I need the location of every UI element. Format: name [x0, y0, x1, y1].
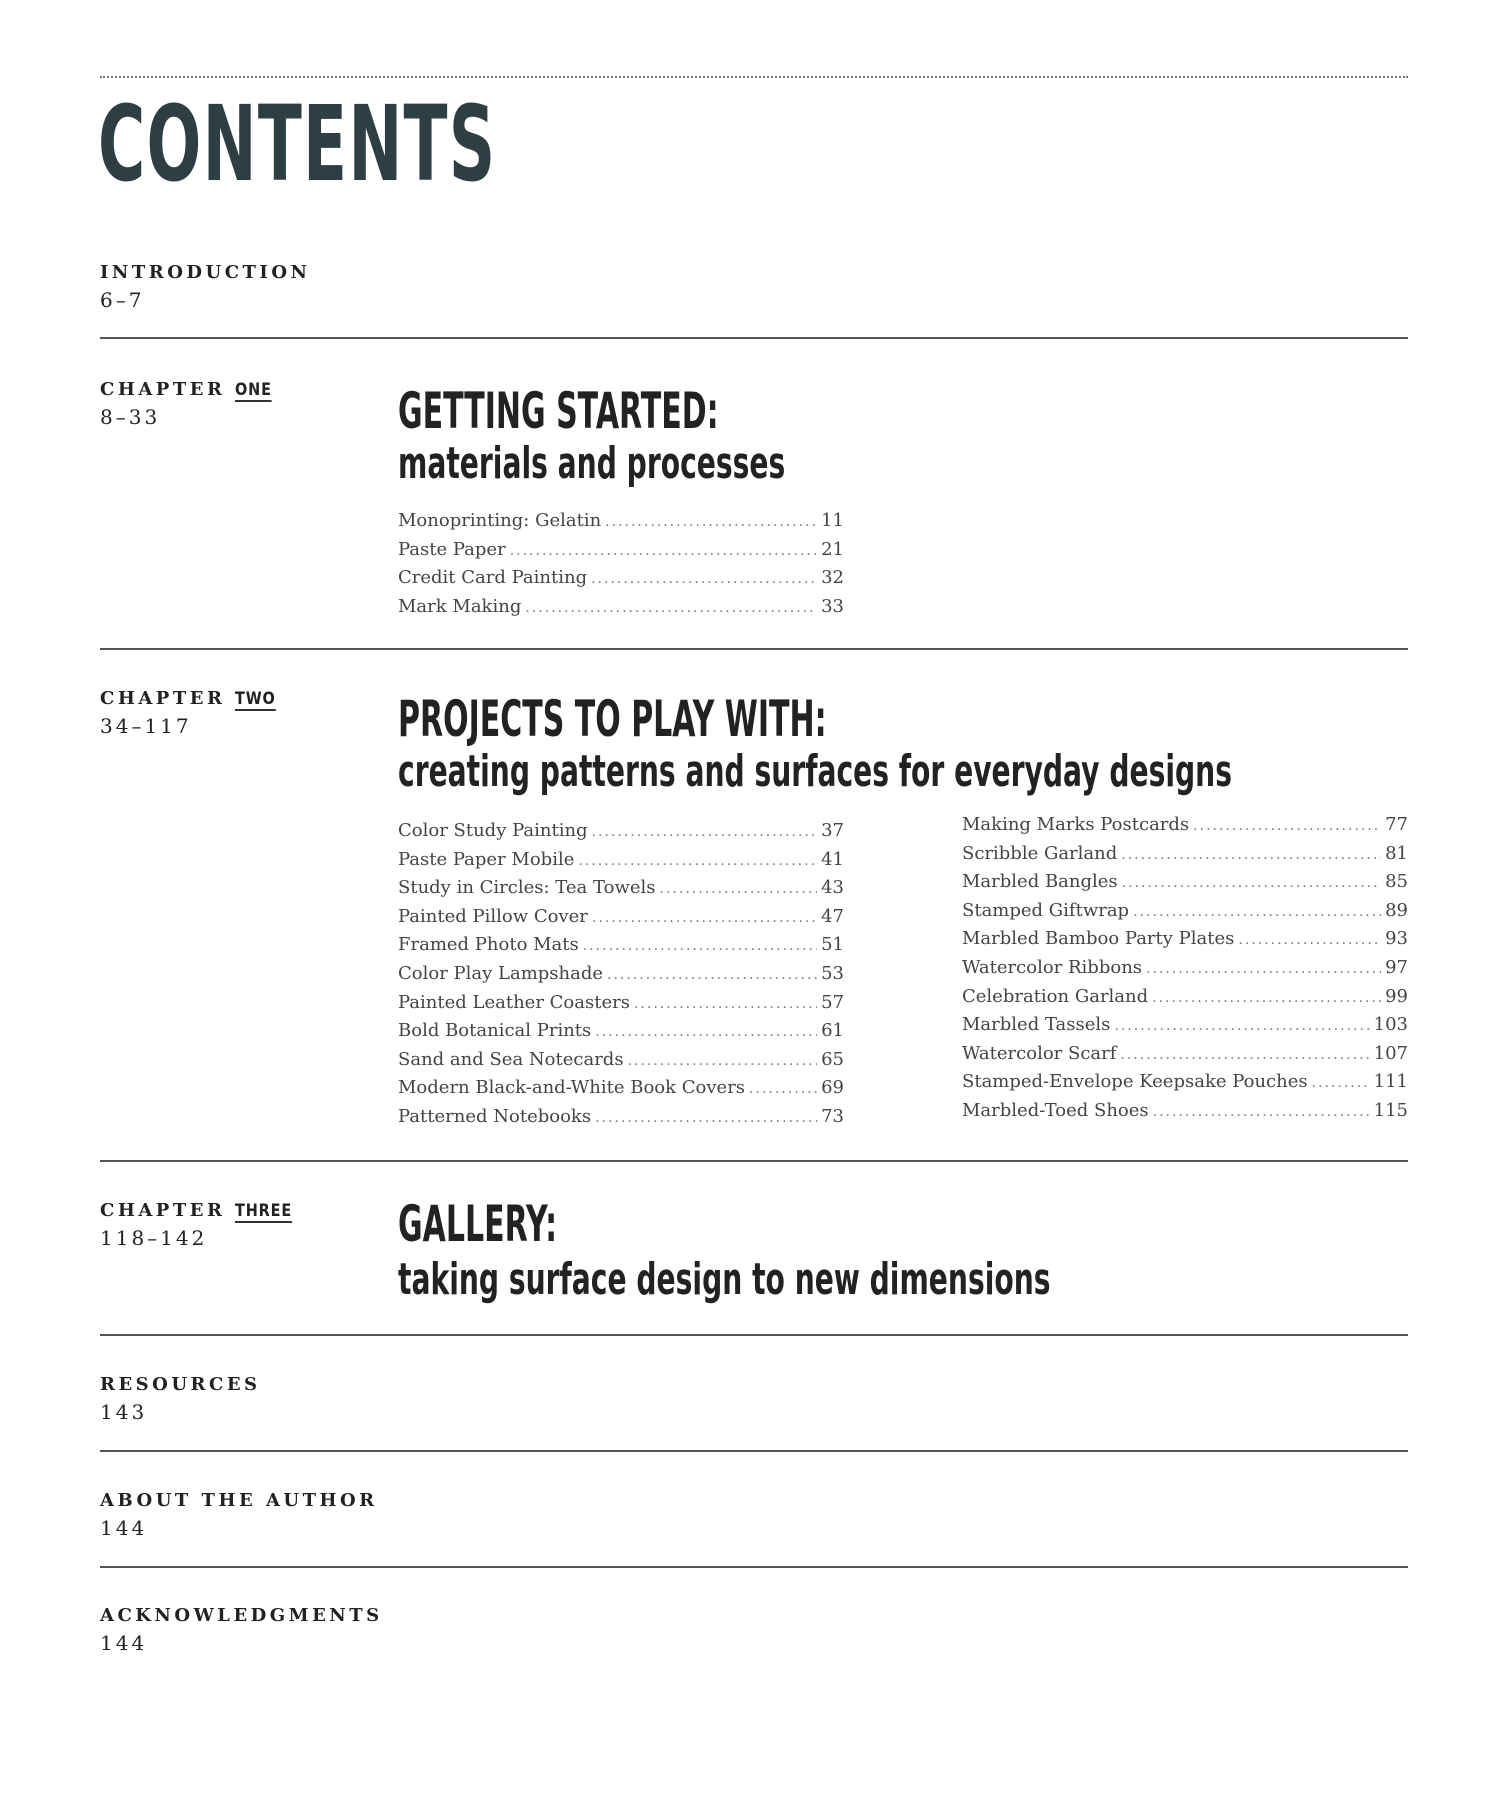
- toc-entry-title: Marbled Bamboo Party Plates: [962, 928, 1235, 950]
- chapter-two-entries-right: [962, 814, 1408, 1129]
- resources-pages: 143: [100, 1400, 148, 1424]
- toc-entry: [398, 820, 844, 849]
- toc-entry-page: 111: [1373, 1071, 1408, 1093]
- section-divider: [100, 1334, 1408, 1336]
- toc-entry: [398, 1077, 844, 1106]
- chapter-three-pages: 118–142: [100, 1226, 208, 1250]
- chapter-three-title: GALLERY:: [398, 1195, 558, 1253]
- toc-entry-page: 53: [821, 962, 844, 984]
- toc-entry-page: 81: [1385, 842, 1408, 864]
- chapter-two-label-prefix: CHAPTER: [100, 688, 226, 709]
- toc-entry-title: Painted Pillow Cover: [398, 905, 588, 927]
- toc-entry-title: Watercolor Ribbons: [962, 956, 1143, 978]
- toc-entry-page: 115: [1373, 1099, 1408, 1121]
- toc-entry: [398, 934, 844, 963]
- chapter-two-subtitle: creating patterns and surfaces for everyday designs: [398, 746, 1232, 797]
- toc-entry-title: Watercolor Scarf: [962, 1042, 1117, 1064]
- toc-entry-title: Bold Botanical Prints: [398, 1020, 592, 1042]
- section-divider: [100, 337, 1408, 339]
- toc-entry: [962, 871, 1408, 900]
- section-divider: [100, 1160, 1408, 1162]
- toc-entry: [398, 877, 844, 906]
- toc-entry: [962, 1100, 1408, 1129]
- toc-entry-page: 47: [821, 905, 844, 927]
- chapter-two-label-number: TWO: [235, 689, 276, 709]
- dot-leader: [1153, 1104, 1370, 1120]
- toc-entry-page: 69: [821, 1077, 844, 1099]
- dot-leader: [595, 1110, 817, 1126]
- dot-leader: [1193, 818, 1381, 834]
- toc-entry-page: 61: [821, 1020, 844, 1042]
- toc-entry: [398, 567, 844, 596]
- toc-entry: [962, 1071, 1408, 1100]
- dot-leader: [591, 571, 817, 587]
- toc-entry: [962, 814, 1408, 843]
- dot-leader: [1122, 875, 1381, 891]
- toc-entry-page: 89: [1385, 899, 1408, 921]
- toc-entry: [962, 986, 1408, 1015]
- toc-entry: [962, 843, 1408, 872]
- section-divider: [100, 1450, 1408, 1452]
- chapter-three-label-prefix: CHAPTER: [100, 1200, 226, 1221]
- toc-entry: [962, 957, 1408, 986]
- dot-leader: [607, 967, 817, 983]
- toc-entry-page: 99: [1385, 985, 1408, 1007]
- dot-leader: [749, 1081, 817, 1097]
- toc-entry-page: 37: [821, 820, 844, 841]
- toc-entry-title: Patterned Notebooks: [398, 1105, 592, 1127]
- top-rule: [100, 76, 1408, 82]
- acknowledgments-pages: 144: [100, 1631, 148, 1655]
- dot-leader: [628, 1053, 818, 1069]
- toc-entry-title: Marbled-Toed Shoes: [962, 1099, 1149, 1121]
- dot-leader: [1114, 1018, 1369, 1034]
- toc-entry: [962, 1014, 1408, 1043]
- dot-leader: [1312, 1075, 1370, 1091]
- toc-entry-page: 73: [821, 1105, 844, 1127]
- toc-entry-title: Stamped Giftwrap: [962, 899, 1130, 921]
- toc-entry-title: Monoprinting: Gelatin: [398, 510, 602, 531]
- toc-entry-title: Sand and Sea Notecards: [398, 1048, 624, 1070]
- dot-leader: [1146, 961, 1381, 977]
- toc-entry-title: Color Study Painting: [398, 820, 588, 841]
- toc-entry-title: Scribble Garland: [962, 842, 1118, 864]
- toc-entry: [398, 963, 844, 992]
- chapter-one-subtitle: materials and processes: [398, 438, 786, 489]
- toc-entry-page: 41: [821, 848, 844, 870]
- dot-leader: [592, 824, 818, 840]
- dot-leader: [595, 1024, 817, 1040]
- toc-entry-page: 77: [1385, 814, 1408, 835]
- toc-entry-title: Color Play Lampshade: [398, 962, 604, 984]
- chapter-three-label: [100, 1200, 302, 1223]
- chapter-one-label-prefix: CHAPTER: [100, 379, 226, 400]
- page-title: CONTENTS: [98, 83, 497, 205]
- dot-leader: [1120, 1047, 1369, 1063]
- toc-entry: [962, 928, 1408, 957]
- introduction-label: INTRODUCTION: [100, 262, 311, 283]
- chapter-one-entries: [398, 510, 844, 624]
- toc-entry-title: Marbled Bangles: [962, 871, 1118, 893]
- chapter-two-label: [100, 688, 283, 711]
- toc-entry-title: Making Marks Postcards: [962, 814, 1190, 835]
- toc-entry: [962, 1043, 1408, 1072]
- toc-entry-title: Study in Circles: Tea Towels: [398, 877, 656, 899]
- dot-leader: [578, 853, 817, 869]
- toc-entry-page: 32: [821, 567, 844, 589]
- toc-entry: [398, 1106, 844, 1135]
- toc-entry-page: 57: [821, 991, 844, 1013]
- toc-entry: [398, 1049, 844, 1078]
- dot-leader: [583, 938, 817, 954]
- dot-leader: [525, 600, 817, 616]
- dot-leader: [605, 514, 817, 530]
- toc-entry: [398, 992, 844, 1021]
- dot-leader: [1238, 932, 1381, 948]
- dot-leader: [660, 881, 818, 897]
- toc-entry-title: Modern Black-and-White Book Covers: [398, 1077, 746, 1099]
- toc-entry-title: Framed Photo Mats: [398, 934, 579, 956]
- toc-entry-title: Painted Leather Coasters: [398, 991, 630, 1013]
- toc-entry-title: Paste Paper Mobile: [398, 848, 575, 870]
- toc-entry-page: 103: [1373, 1014, 1408, 1036]
- toc-entry-title: Marbled Tassels: [962, 1014, 1111, 1036]
- toc-entry-page: 21: [821, 538, 844, 560]
- chapter-two-entries-left: [398, 820, 844, 1135]
- toc-entry: [398, 906, 844, 935]
- toc-entry: [398, 849, 844, 878]
- toc-entry-page: 11: [821, 510, 844, 531]
- toc-entry-page: 107: [1373, 1042, 1408, 1064]
- about-author-pages: 144: [100, 1516, 148, 1540]
- toc-entry: [398, 539, 844, 568]
- acknowledgments-label: ACKNOWLEDGMENTS: [100, 1605, 383, 1626]
- toc-entry-title: Credit Card Painting: [398, 567, 588, 589]
- chapter-one-label: [100, 379, 279, 402]
- toc-entry-title: Paste Paper: [398, 538, 506, 560]
- dot-leader: [592, 910, 817, 926]
- toc-entry-page: 97: [1385, 956, 1408, 978]
- dot-leader: [634, 996, 817, 1012]
- toc-entry-page: 51: [821, 934, 844, 956]
- toc-entry: [398, 510, 844, 539]
- chapter-three-label-number: THREE: [235, 1201, 293, 1221]
- chapter-one-label-number: ONE: [235, 380, 273, 400]
- section-divider: [100, 648, 1408, 650]
- resources-label: RESOURCES: [100, 1374, 261, 1395]
- toc-entry-title: Stamped-Envelope Keepsake Pouches: [962, 1071, 1308, 1093]
- toc-entry-page: 93: [1385, 928, 1408, 950]
- dot-leader: [510, 543, 817, 559]
- toc-entry-title: Mark Making: [398, 595, 522, 617]
- chapter-three-subtitle: taking surface design to new dimensions: [398, 1254, 1051, 1305]
- introduction-pages: 6–7: [100, 288, 145, 312]
- dot-leader: [1133, 904, 1381, 920]
- dot-leader: [1152, 990, 1381, 1006]
- about-author-label: ABOUT THE AUTHOR: [100, 1490, 378, 1511]
- toc-entry: [398, 596, 844, 625]
- chapter-two-pages: 34–117: [100, 714, 192, 738]
- toc-entry-page: 65: [821, 1048, 844, 1070]
- chapter-one-title: GETTING STARTED:: [398, 382, 719, 440]
- toc-entry-page: 33: [821, 595, 844, 617]
- toc-entry: [962, 900, 1408, 929]
- toc-entry: [398, 1020, 844, 1049]
- chapter-one-pages: 8–33: [100, 405, 161, 429]
- section-divider: [100, 1566, 1408, 1568]
- toc-entry-page: 85: [1385, 871, 1408, 893]
- toc-entry-title: Celebration Garland: [962, 985, 1149, 1007]
- chapter-two-title: PROJECTS TO PLAY WITH:: [398, 690, 827, 748]
- dot-leader: [1121, 847, 1381, 863]
- toc-entry-page: 43: [821, 877, 844, 899]
